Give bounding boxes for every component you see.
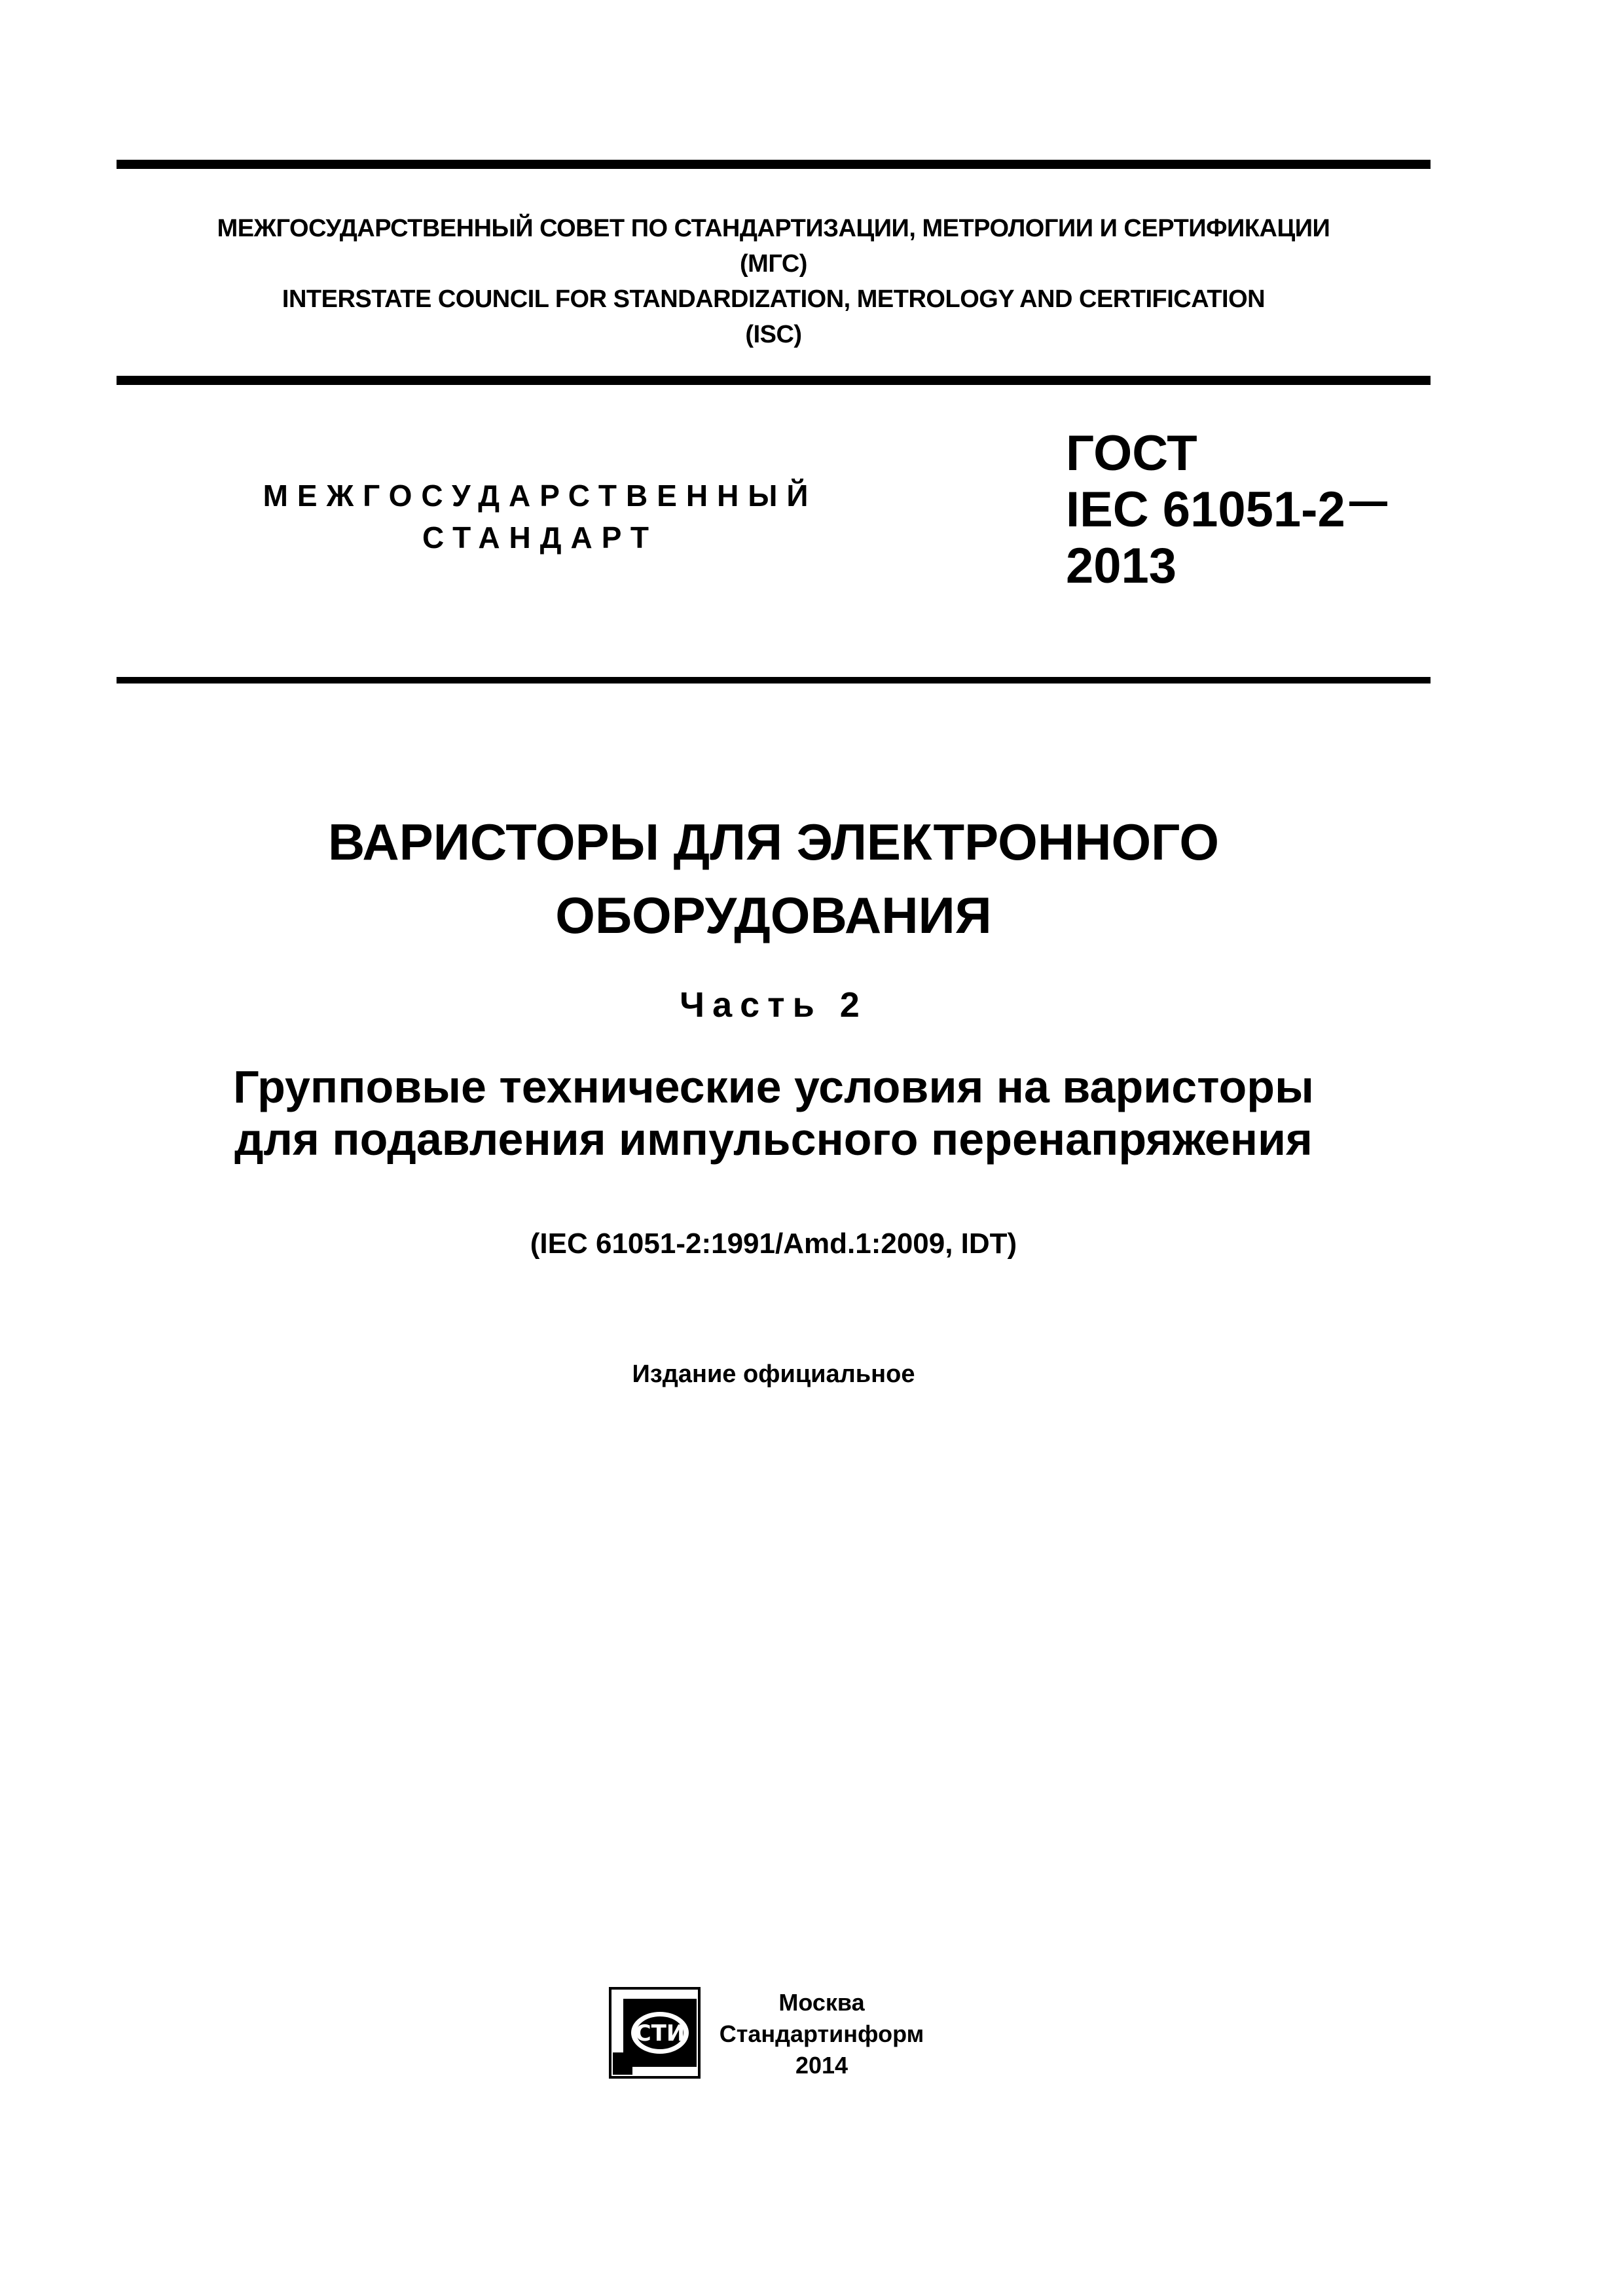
standard-type [196,475,884,558]
standard-type-line1: МЕЖГОСУДАРСТВЕННЫЙ [263,479,818,513]
document-subtitle [117,1061,1431,1165]
middle-rule [117,376,1431,385]
iec-reference: (IEC 61051-2:1991/Amd.1:2009, IDT) [530,1228,1017,1260]
designation-line2-wrap [1066,482,1387,538]
edition-label: Издание официальное [632,1360,915,1388]
subtitle-line2: для подавления импульсного перенапряжения [234,1114,1313,1165]
publisher-city: Москва [778,1989,865,2016]
designation-line1: ГОСТ [1066,426,1197,481]
designation-line2: IEC 61051-2 [1066,482,1345,538]
part-label: Часть 2 [680,985,867,1025]
publisher-logo-text: СТИ [634,2020,685,2047]
publisher-name: Стандартинформ [719,2020,924,2047]
council-name-en: INTERSTATE COUNCIL FOR STANDARDIZATION, METROLOGY AND CERTIFICATION [282,285,1266,313]
subtitle-line1: Групповые технические условия на варисторы [233,1061,1314,1112]
publisher-logo-icon [609,1987,701,2079]
publisher-block [714,1987,930,2081]
designation-line3: 2013 [1066,538,1177,594]
standard-type-line2: СТАНДАРТ [422,520,658,555]
council-abbr-ru: (МГС) [740,250,807,278]
council-abbr-en: (ISC) [745,321,802,348]
top-rule [117,160,1431,169]
publisher-year: 2014 [795,2052,848,2079]
council-block [117,211,1431,352]
lower-rule [117,677,1431,683]
standard-designation [1066,426,1387,594]
title-line1: ВАРИСТОРЫ ДЛЯ ЭЛЕКТРОННОГО [327,813,1220,871]
council-name-ru: МЕЖГОСУДАРСТВЕННЫЙ СОВЕТ ПО СТАНДАРТИЗАЦИИ, МЕТРОЛОГИИ И СЕРТИФИКАЦИИ [217,215,1330,242]
document-title [117,805,1431,952]
designation-dash [1349,501,1387,506]
title-line2: ОБОРУДОВАНИЯ [555,886,992,944]
